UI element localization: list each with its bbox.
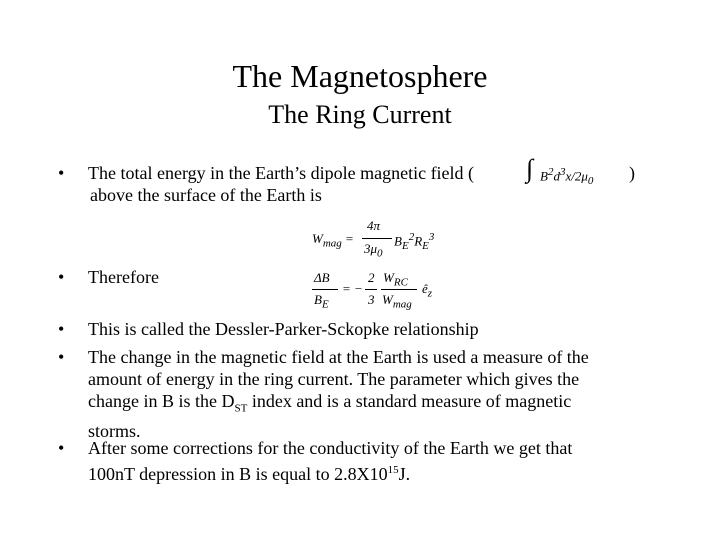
bullet-dst-line1: The change in the magnetic field at the Earth is used a measure of the — [88, 347, 589, 367]
bullet-therefore: • Therefore — [58, 267, 159, 287]
energy-numerator: 4π — [367, 218, 381, 233]
delta-b: ΔB — [314, 270, 330, 285]
exponent: 15 — [387, 464, 399, 476]
bullet-dst-line3: change in B is the $D_{ST}$ index and is a standard measure of magnetic — [88, 391, 572, 415]
bullet-dot: • — [58, 267, 65, 287]
bullet-dot: • — [58, 319, 65, 339]
w-mag-label: $W_{mag}$ = — [312, 231, 354, 250]
bullet-dst-line2: amount of energy in the ring current. The parameter which gives the — [88, 369, 580, 389]
bullet-dot: • — [58, 438, 65, 458]
b-e: $B_E$ — [314, 292, 329, 311]
integral-close-paren: ) — [629, 163, 635, 183]
energy-denominator: $3\mu_0$ — [364, 241, 383, 260]
bullet-corrections-line1: After some corrections for the conductivity of the Earth we get that — [88, 438, 573, 458]
integral-sign: ∫ — [526, 154, 534, 183]
two-thirds-bar — [365, 289, 377, 290]
bullet-energy-line2: above the surface of the Earth is — [90, 185, 322, 205]
bullet-dst — [58, 346, 668, 442]
w-fraction-bar — [381, 289, 417, 290]
bullet-dot: • — [58, 163, 65, 183]
three: 3 — [368, 292, 375, 307]
bullet-energy-line1: The total energy in the Earth’s dipole magnetic field ( — [88, 163, 475, 183]
slide-subtitle: The Ring Current — [268, 100, 452, 129]
energy-fraction-bar — [362, 238, 392, 239]
dps-equation — [312, 270, 437, 318]
dst-subscript: ST — [234, 402, 248, 415]
equals-minus: = − — [342, 281, 363, 296]
integral-body: $B^2d^3x/2\mu_0$ — [540, 166, 594, 187]
energy-equation — [312, 218, 435, 260]
bullet-dst-line4: storms. — [88, 420, 141, 441]
w-mag: $W_{mag}$ — [382, 292, 412, 311]
energy-rhs: $B_E^2R_E^3$ — [394, 231, 435, 252]
two: 2 — [368, 270, 375, 285]
integral-equation — [526, 154, 626, 188]
bullet-corrections-line2: 100nT depression in B is equal to $2.8X10^{15}J$. — [88, 464, 411, 484]
dps-left-fraction-bar — [312, 289, 338, 290]
e-z: $ê_z$ — [422, 281, 433, 300]
bullet-corrections — [58, 437, 668, 485]
bullet-dessler: • This is called the Dessler-Parker-Sckopke relationship — [58, 319, 479, 339]
w-rc: $W_{RC}$ — [383, 270, 408, 289]
slide-title: The Magnetosphere — [232, 58, 488, 94]
bullet-dot: • — [58, 347, 65, 367]
